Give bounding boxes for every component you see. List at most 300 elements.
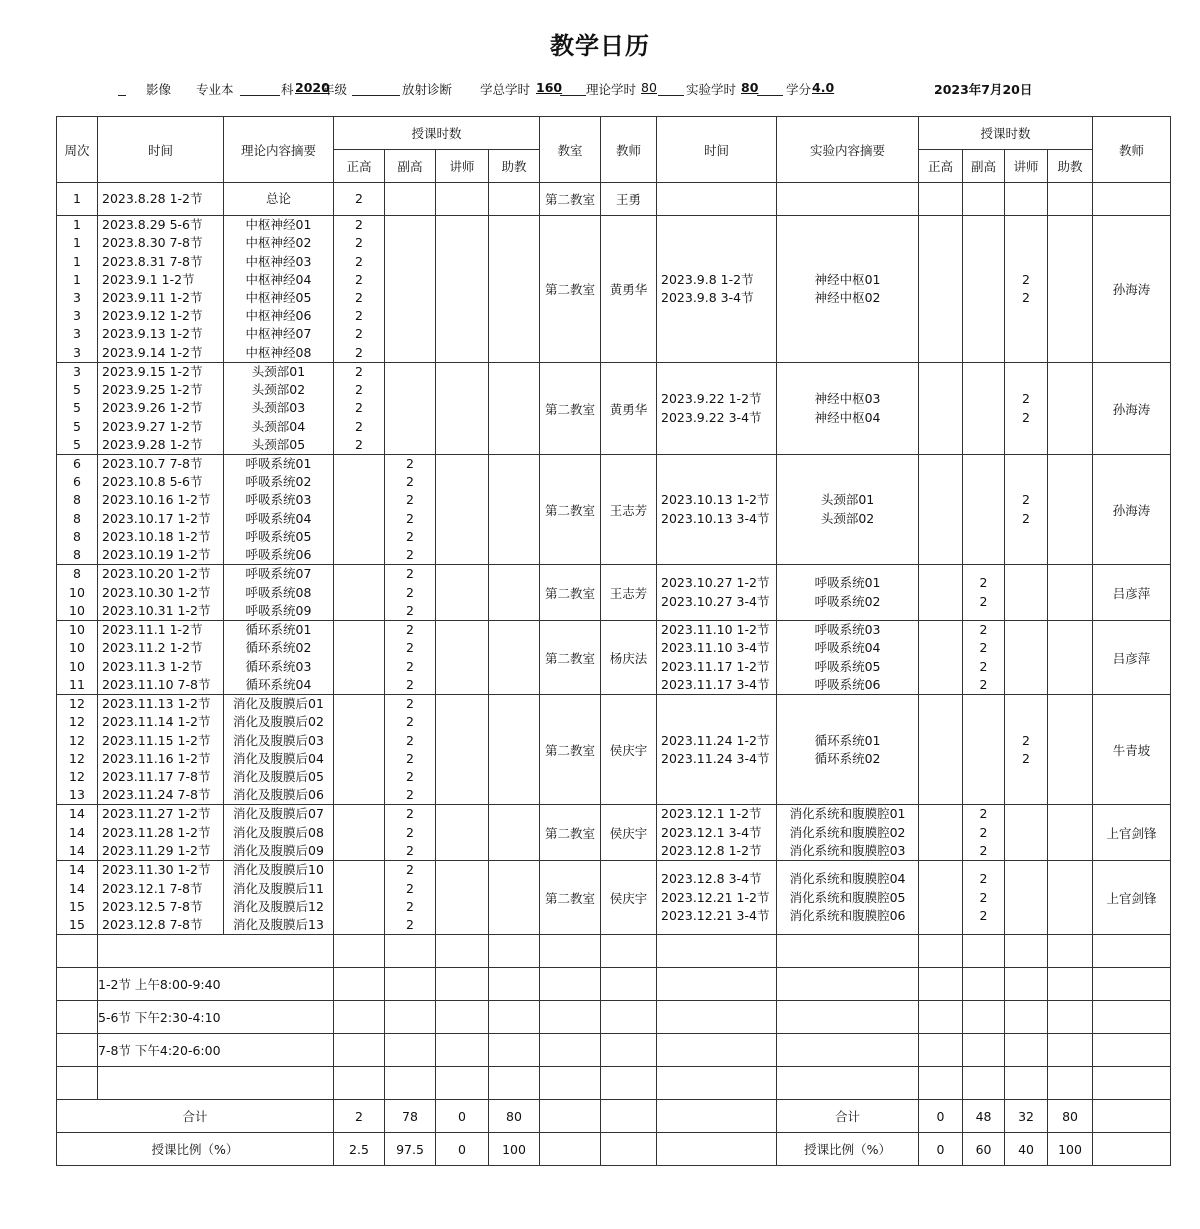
prof-hours-cell <box>334 216 385 363</box>
lecture-time: 2023.9.12 1-2节 <box>102 308 203 324</box>
blank-cell <box>1005 935 1048 968</box>
lab-lecturer-hours-cell <box>1005 216 1048 363</box>
info-course: 放射诊断 <box>402 82 453 97</box>
lab-time: 2023.11.24 3-4节 <box>661 750 770 766</box>
header-hours: 授课时数 <box>334 117 540 150</box>
lab-topic: 消化系统和腹膜腔05 <box>789 889 906 905</box>
assistant-hours-cell <box>489 805 540 861</box>
lab-time-cell <box>657 363 777 455</box>
assistant-hours-cell <box>489 183 540 216</box>
lab-assoc-hours: 2 <box>979 889 988 905</box>
week-number: 14 <box>69 824 85 840</box>
room-cell: 第二教室 <box>540 805 601 861</box>
prof-hours: 2 <box>355 436 363 452</box>
blank-cell <box>334 1001 385 1034</box>
lecturer-hours-cell <box>436 861 489 935</box>
lab-assoc-hours: 2 <box>979 676 988 692</box>
lecture-time: 2023.10.19 1-2节 <box>102 546 211 562</box>
topic-cell <box>224 216 334 363</box>
blank-cell <box>777 968 919 1001</box>
lab-time: 2023.10.27 1-2节 <box>661 575 770 591</box>
lab-topic: 消化系统和腹膜腔03 <box>789 842 906 858</box>
lecture-time: 2023.11.30 1-2节 <box>102 862 211 878</box>
assoc-hours: 2 <box>406 768 414 784</box>
blank-cell <box>1048 1001 1093 1034</box>
schedule-row <box>57 216 1171 363</box>
lab-assoc-hours: 2 <box>979 575 988 591</box>
lab-topic: 循环系统02 <box>814 750 881 766</box>
week-number: 10 <box>69 602 85 618</box>
blank-cell <box>657 1034 777 1067</box>
blank-cell <box>489 1001 540 1034</box>
lab-time: 2023.10.13 1-2节 <box>661 492 770 508</box>
lecture-topic: 中枢神经05 <box>245 290 312 305</box>
prof-hours: 2 <box>355 418 363 434</box>
lab-prof-hours-cell <box>919 455 963 565</box>
room-cell: 第二教室 <box>540 621 601 695</box>
total-row-lab-assistant: 80 <box>1048 1100 1093 1133</box>
lecture-topic: 头颈部02 <box>251 382 306 398</box>
assoc-hours: 2 <box>406 676 414 692</box>
teacher-cell: 侯庆宇 <box>601 805 657 861</box>
lecture-topic: 呼吸系统04 <box>245 510 312 526</box>
lecture-time: 2023.10.20 1-2节 <box>102 566 211 582</box>
lecture-topic: 消化及腹膜后08 <box>233 824 324 840</box>
blank-cell <box>919 1001 963 1034</box>
ratio-row-lab-label: 授课比例（%） <box>777 1133 919 1166</box>
info-ke: 科 <box>281 82 294 97</box>
lecture-topic: 循环系统01 <box>245 622 312 638</box>
prof-hours-cell <box>334 183 385 216</box>
lab-time-cell <box>657 695 777 805</box>
lab-assoc-hours: 2 <box>979 640 988 656</box>
lab-time: 2023.10.27 3-4节 <box>661 593 770 609</box>
lab-assoc-hours: 2 <box>979 842 988 858</box>
assistant-hours-cell <box>489 216 540 363</box>
lab-time: 2023.9.22 3-4节 <box>661 409 762 425</box>
lab-topic: 消化系统和腹膜腔02 <box>789 824 906 840</box>
lecture-time: 2023.10.30 1-2节 <box>102 584 211 600</box>
lecture-time: 2023.9.11 1-2节 <box>102 290 203 305</box>
assistant-hours-cell <box>489 621 540 695</box>
lab-assistant-hours-cell <box>1048 183 1093 216</box>
blank-cell <box>1005 1067 1048 1100</box>
assoc-hours-cell <box>385 805 436 861</box>
blank-cell <box>540 968 601 1001</box>
week-number: 5 <box>73 436 81 452</box>
ratio-row <box>57 1133 1171 1166</box>
assistant-hours-cell <box>489 695 540 805</box>
lab-assoc-hours-cell <box>963 363 1005 455</box>
blank-cell <box>1093 935 1171 968</box>
total-row-lab-prof: 0 <box>919 1100 963 1133</box>
header-teacher: 教师 <box>601 117 657 183</box>
lecture-topic: 呼吸系统06 <box>245 546 312 562</box>
lab-topic: 头颈部02 <box>820 510 875 526</box>
topic-cell <box>224 805 334 861</box>
time-cell <box>98 861 224 935</box>
info-lab: 80 <box>741 80 759 95</box>
blank-cell <box>57 1001 98 1034</box>
blank-cell <box>1093 1001 1171 1034</box>
lab-teacher-cell: 孙海涛 <box>1093 216 1171 363</box>
topic-cell <box>224 861 334 935</box>
lecture-time: 2023.8.29 5-6节 <box>102 217 203 233</box>
blank-cell <box>919 968 963 1001</box>
note-row <box>57 1001 1171 1034</box>
week-number: 12 <box>69 696 85 712</box>
week-number: 10 <box>69 622 85 638</box>
lab-time-cell <box>657 805 777 861</box>
lecture-time: 2023.11.10 7-8节 <box>102 676 211 692</box>
lab-topic: 神经中枢03 <box>814 391 881 407</box>
prof-hours-cell <box>334 363 385 455</box>
lab-prof-hours-cell <box>919 363 963 455</box>
week-number: 1 <box>73 190 81 206</box>
ratio-row-assistant: 100 <box>489 1133 540 1166</box>
lab-assoc-hours-cell <box>963 183 1005 216</box>
assoc-hours: 2 <box>406 640 414 656</box>
prof-hours: 2 <box>355 308 363 324</box>
prof-hours-cell <box>334 695 385 805</box>
lecture-time: 2023.11.3 1-2节 <box>102 658 203 674</box>
info-grade-suffix: 年级 <box>322 82 348 97</box>
lecture-topic: 循环系统04 <box>245 676 312 692</box>
lecture-topic: 中枢神经08 <box>245 344 312 360</box>
lab-topic-cell <box>777 565 919 621</box>
lab-lecturer-hours: 2 <box>1022 391 1030 407</box>
blank-cell <box>601 968 657 1001</box>
time-cell <box>98 805 224 861</box>
lab-lecturer-hours: 2 <box>1022 290 1030 305</box>
prof-hours: 2 <box>355 190 363 206</box>
room-cell: 第二教室 <box>540 565 601 621</box>
lecture-topic: 消化及腹膜后02 <box>233 714 324 730</box>
info-theory-label: 理论学时 <box>586 82 637 97</box>
teacher-cell: 黄勇华 <box>601 216 657 363</box>
assoc-hours: 2 <box>406 916 414 932</box>
week-cell <box>57 565 98 621</box>
blank-cell <box>601 1034 657 1067</box>
lab-lecturer-hours: 2 <box>1022 510 1030 526</box>
prof-hours: 2 <box>355 400 363 416</box>
header-lab-teacher: 教师 <box>1093 117 1171 183</box>
blank-cell <box>436 1001 489 1034</box>
blank-cell <box>1048 1034 1093 1067</box>
lab-assistant-hours-cell <box>1048 621 1093 695</box>
time-cell <box>98 455 224 565</box>
lab-assoc-hours: 2 <box>979 622 988 638</box>
lecture-time: 2023.10.31 1-2节 <box>102 602 211 618</box>
prof-hours-cell <box>334 805 385 861</box>
lecture-time: 2023.11.24 7-8节 <box>102 787 211 803</box>
note-cell <box>98 1067 334 1100</box>
lecturer-hours-cell <box>436 621 489 695</box>
week-cell <box>57 861 98 935</box>
note-row <box>57 1034 1171 1067</box>
blank-cell <box>540 935 601 968</box>
assoc-hours: 2 <box>406 584 414 600</box>
topic-cell <box>224 363 334 455</box>
blank-cell <box>57 935 98 968</box>
lecture-time: 2023.11.28 1-2节 <box>102 824 211 840</box>
week-number: 12 <box>69 750 85 766</box>
blank-cell <box>1005 1034 1048 1067</box>
lab-time-cell <box>657 565 777 621</box>
prof-hours-cell <box>334 861 385 935</box>
total-row-lab-assoc: 48 <box>963 1100 1005 1133</box>
lab-topic: 呼吸系统04 <box>814 640 881 656</box>
room-cell: 第二教室 <box>540 455 601 565</box>
header-assoc: 副高 <box>385 150 436 183</box>
topic-cell <box>224 565 334 621</box>
header-lab-prof: 正高 <box>919 150 963 183</box>
blank-cell <box>1005 1001 1048 1034</box>
blank-cell <box>657 1133 777 1166</box>
lecturer-hours-cell <box>436 216 489 363</box>
lab-assoc-hours-cell <box>963 621 1005 695</box>
lab-topic-cell <box>777 183 919 216</box>
prof-hours: 2 <box>355 326 363 342</box>
lab-time-cell <box>657 861 777 935</box>
lecture-time: 2023.11.15 1-2节 <box>102 732 211 748</box>
week-number: 8 <box>73 528 81 544</box>
week-number: 3 <box>73 308 81 324</box>
schedule-row <box>57 565 1171 621</box>
week-number: 8 <box>73 546 81 562</box>
blank-cell <box>540 1034 601 1067</box>
lecture-topic: 中枢神经03 <box>245 253 312 269</box>
time-cell <box>98 363 224 455</box>
lab-assoc-hours: 2 <box>979 806 988 822</box>
assoc-hours-cell <box>385 363 436 455</box>
prof-hours: 2 <box>355 217 363 233</box>
lab-time: 2023.12.1 3-4节 <box>661 824 762 840</box>
lab-time: 2023.9.8 1-2节 <box>661 271 754 287</box>
info-grade: 2020 <box>295 80 330 95</box>
blank-cell <box>385 1001 436 1034</box>
lab-prof-hours-cell <box>919 805 963 861</box>
lab-time-cell <box>657 216 777 363</box>
blank-cell <box>777 1034 919 1067</box>
total-row-lab-lecturer: 32 <box>1005 1100 1048 1133</box>
lab-topic: 呼吸系统01 <box>814 575 881 591</box>
blank-cell <box>385 1034 436 1067</box>
time-cell <box>98 565 224 621</box>
lab-assoc-hours: 2 <box>979 907 988 923</box>
blank-cell <box>963 968 1005 1001</box>
lecture-topic: 呼吸系统09 <box>245 602 312 618</box>
course-info-line <box>0 80 1200 98</box>
lab-teacher-cell: 上官剑锋 <box>1093 861 1171 935</box>
week-number: 1 <box>73 235 81 251</box>
header-lab-hours: 授课时数 <box>919 117 1093 150</box>
week-number: 6 <box>73 474 81 490</box>
lab-teacher-cell: 牛青坡 <box>1093 695 1171 805</box>
lab-time: 2023.10.13 3-4节 <box>661 510 770 526</box>
blank-cell <box>601 1067 657 1100</box>
lab-topic-cell <box>777 695 919 805</box>
blank-cell <box>436 935 489 968</box>
lecture-time: 2023.9.1 1-2节 <box>102 271 195 287</box>
blank-cell <box>1005 968 1048 1001</box>
blank-cell <box>919 935 963 968</box>
assoc-hours: 2 <box>406 528 414 544</box>
info-total: 160 <box>536 80 563 95</box>
blank-cell <box>1093 1034 1171 1067</box>
lecture-time: 2023.10.7 7-8节 <box>102 456 203 471</box>
blank-cell <box>919 1034 963 1067</box>
lecture-topic: 中枢神经02 <box>245 235 312 251</box>
lab-assoc-hours: 2 <box>979 593 988 609</box>
prof-hours: 2 <box>355 364 363 380</box>
lecture-topic: 消化及腹膜后04 <box>233 750 324 766</box>
blank-cell <box>919 1067 963 1100</box>
prof-hours: 2 <box>355 235 363 251</box>
lecture-topic: 消化及腹膜后11 <box>233 880 324 896</box>
blank-cell <box>540 1001 601 1034</box>
week-number: 14 <box>69 862 85 878</box>
assoc-hours: 2 <box>406 658 414 674</box>
week-cell <box>57 805 98 861</box>
note-cell: 7-8节 下午4:20-6:00 <box>98 1034 334 1067</box>
info-credit: 4.0 <box>812 80 835 95</box>
lecture-topic: 呼吸系统08 <box>245 584 312 600</box>
header-lab-lecturer: 讲师 <box>1005 150 1048 183</box>
week-cell <box>57 216 98 363</box>
lecturer-hours-cell <box>436 363 489 455</box>
ratio-row-lab-prof: 0 <box>919 1133 963 1166</box>
teacher-cell: 王志芳 <box>601 455 657 565</box>
lecture-topic: 头颈部05 <box>251 436 306 452</box>
prof-hours: 2 <box>355 290 363 305</box>
lab-assoc-hours-cell <box>963 805 1005 861</box>
room-cell: 第二教室 <box>540 363 601 455</box>
lecture-topic: 头颈部04 <box>251 418 306 434</box>
assoc-hours-cell <box>385 183 436 216</box>
lecture-time: 2023.11.17 7-8节 <box>102 768 211 784</box>
lab-topic: 神经中枢01 <box>814 271 881 287</box>
blank-cell <box>540 1067 601 1100</box>
lecture-topic: 消化及腹膜后09 <box>233 842 324 858</box>
info-lab-label: 实验学时 <box>686 82 737 97</box>
week-number: 5 <box>73 418 81 434</box>
blank-cell <box>489 968 540 1001</box>
lecture-time: 2023.9.26 1-2节 <box>102 400 203 416</box>
lecture-time: 2023.9.14 1-2节 <box>102 344 203 360</box>
teacher-cell: 王勇 <box>601 183 657 216</box>
lecture-topic: 呼吸系统03 <box>245 492 312 508</box>
prof-hours: 2 <box>355 382 363 398</box>
lecture-time: 2023.10.18 1-2节 <box>102 528 211 544</box>
lab-assistant-hours-cell <box>1048 695 1093 805</box>
blank-cell <box>963 1067 1005 1100</box>
blank-cell <box>777 1067 919 1100</box>
lab-teacher-cell: 孙海涛 <box>1093 455 1171 565</box>
week-number: 10 <box>69 658 85 674</box>
assoc-hours: 2 <box>406 806 414 822</box>
note-row <box>57 935 1171 968</box>
lab-teacher-cell: 孙海涛 <box>1093 363 1171 455</box>
lab-assoc-hours: 2 <box>979 658 988 674</box>
lab-teacher-cell <box>1093 183 1171 216</box>
lecture-time: 2023.9.27 1-2节 <box>102 418 203 434</box>
assoc-hours: 2 <box>406 824 414 840</box>
schedule-row <box>57 183 1171 216</box>
lab-topic: 消化系统和腹膜腔04 <box>789 871 906 887</box>
schedule-row <box>57 621 1171 695</box>
blank-cell <box>657 1100 777 1133</box>
blank-cell <box>436 1067 489 1100</box>
lecture-time: 2023.12.5 7-8节 <box>102 898 203 914</box>
blank-cell <box>601 1100 657 1133</box>
week-number: 8 <box>73 492 81 508</box>
lecture-time: 2023.8.28 1-2节 <box>102 190 203 206</box>
schedule-row <box>57 861 1171 935</box>
prof-hours: 2 <box>355 344 363 360</box>
prof-hours-cell <box>334 455 385 565</box>
ratio-row-lab-assoc: 60 <box>963 1133 1005 1166</box>
lab-assoc-hours-cell <box>963 861 1005 935</box>
note-row <box>57 1067 1171 1100</box>
lecture-time: 2023.12.1 7-8节 <box>102 880 203 896</box>
lecturer-hours-cell <box>436 183 489 216</box>
lab-topic: 呼吸系统03 <box>814 622 881 638</box>
blank-cell <box>334 1034 385 1067</box>
blank-cell <box>57 1034 98 1067</box>
lecture-topic: 头颈部01 <box>251 364 306 380</box>
assoc-hours-cell <box>385 455 436 565</box>
lab-prof-hours-cell <box>919 861 963 935</box>
lab-assistant-hours-cell <box>1048 805 1093 861</box>
assoc-hours-cell <box>385 861 436 935</box>
assoc-hours: 2 <box>406 842 414 858</box>
lecture-topic: 消化及腹膜后05 <box>233 768 324 784</box>
lab-assoc-hours-cell <box>963 695 1005 805</box>
time-cell <box>98 621 224 695</box>
assoc-hours: 2 <box>406 862 414 878</box>
prof-hours: 2 <box>355 271 363 287</box>
blank-cell <box>657 935 777 968</box>
lab-prof-hours-cell <box>919 695 963 805</box>
assistant-hours-cell <box>489 565 540 621</box>
assoc-hours: 2 <box>406 474 414 490</box>
week-number: 11 <box>69 676 85 692</box>
lab-topic-cell <box>777 621 919 695</box>
ratio-row-lecturer: 0 <box>436 1133 489 1166</box>
lab-topic: 神经中枢04 <box>814 409 881 425</box>
week-number: 13 <box>69 787 85 803</box>
week-cell <box>57 621 98 695</box>
topic-cell <box>224 695 334 805</box>
lecture-topic: 中枢神经01 <box>245 217 312 233</box>
header-room: 教室 <box>540 117 601 183</box>
blank-cell <box>57 968 98 1001</box>
week-number: 12 <box>69 714 85 730</box>
schedule-row <box>57 695 1171 805</box>
topic-cell <box>224 183 334 216</box>
lab-lecturer-hours: 2 <box>1022 409 1030 425</box>
lab-prof-hours-cell <box>919 216 963 363</box>
lab-teacher-cell: 上官剑锋 <box>1093 805 1171 861</box>
week-number: 10 <box>69 584 85 600</box>
blank-cell <box>489 1067 540 1100</box>
schedule-row <box>57 455 1171 565</box>
week-number: 15 <box>69 916 85 932</box>
blank-cell <box>489 1034 540 1067</box>
lab-time: 2023.11.10 3-4节 <box>661 640 770 656</box>
lab-assoc-hours-cell <box>963 216 1005 363</box>
